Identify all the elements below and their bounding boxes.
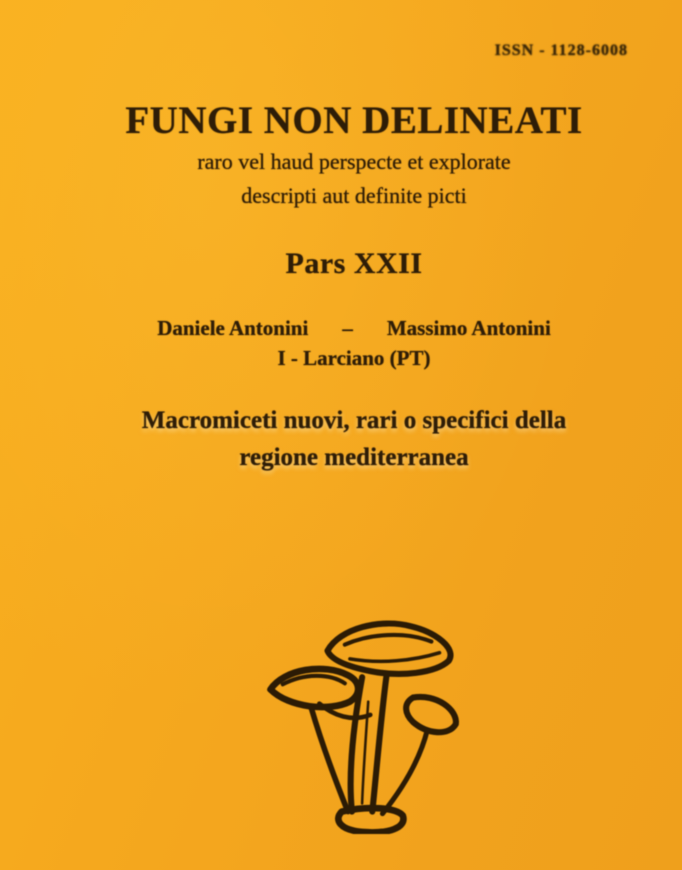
authors-line bbox=[26, 316, 682, 341]
latin-motto-line-2: descripti aut definite picti bbox=[241, 183, 467, 208]
author-first: Daniele Antonini bbox=[157, 316, 309, 340]
latin-motto-line-1: raro vel haud perspecte et explorate bbox=[197, 149, 511, 174]
series-title: FUNGI NON DELINEATI bbox=[125, 99, 583, 142]
book-title-line-2: regione mediterranea bbox=[239, 444, 469, 471]
volume-number: Pars XXII bbox=[285, 247, 423, 280]
authors-separator-dash: – bbox=[342, 316, 353, 340]
book-title-line-1: Macromiceti nuovi, rari o specifici della bbox=[141, 407, 567, 434]
publisher-location: I - Larciano (PT) bbox=[277, 346, 431, 370]
issn-number: ISSN - 1128-6008 bbox=[494, 42, 628, 59]
mushroom-illustration bbox=[248, 610, 462, 834]
author-second: Massimo Antonini bbox=[386, 316, 551, 340]
